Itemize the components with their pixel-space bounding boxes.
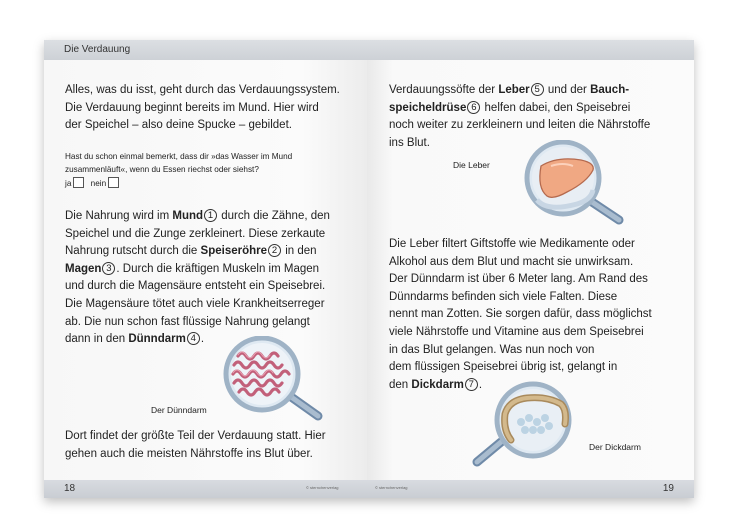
term-large-intestine: Dickdarm: [411, 378, 464, 391]
text-line: in das Blut gelangen. Was nun noch von: [389, 343, 595, 356]
text-line: dem flüssigen Speisebrei übrig ist, gelangt in: [389, 361, 618, 374]
number-badge: 7: [465, 378, 478, 391]
term-pancreas-cont: speicheldrüse: [389, 101, 467, 114]
left-page: [44, 40, 367, 498]
page-number: 19: [662, 483, 674, 494]
number-badge: 2: [268, 244, 281, 257]
number-badge: 3: [102, 262, 115, 275]
answer-no-label: nein: [90, 179, 107, 188]
closing-paragraph: [65, 428, 326, 463]
question-block: [65, 150, 292, 190]
footer-bar: [367, 480, 694, 498]
text-line: Speichel und die Zunge zerkleinert. Diese zerkaute: [65, 227, 326, 240]
text-line: dann in den Dünndarm 4 .: [65, 333, 205, 346]
liver-intestine-paragraph: [389, 236, 652, 394]
text-line: Nahrung rutscht durch die Speiseröhre 2 in den: [65, 245, 317, 258]
answer-yes-checkbox[interactable]: [73, 177, 84, 188]
number-badge: 6: [467, 101, 480, 114]
text-line: Alkohol aus dem Blut und macht sie unwirksam.: [389, 255, 634, 268]
term-mouth: Mund: [172, 210, 204, 222]
caption-liver: Die Leber: [453, 160, 490, 170]
caption-large-intestine: Der Dickdarm: [589, 442, 641, 452]
page-number: 18: [64, 483, 76, 494]
text-line: Magen 3 . Durch die kräftigen Muskeln im Magen: [65, 262, 320, 275]
answer-no-checkbox[interactable]: [108, 177, 119, 188]
text-line: ab. Die nun schon fast flüssige Nahrung gelangt: [65, 315, 310, 328]
number-badge: 1: [204, 209, 217, 222]
text-line: speicheldrüse 6 helfen dabei, den Speisebrei: [389, 101, 631, 114]
text-line: Der Dünndarm ist über 6 Meter lang. Am Rand des: [389, 273, 648, 286]
text-line: Alles, was du isst, geht durch das Verdauungssystem.: [65, 84, 340, 96]
intro-paragraph: [65, 82, 340, 135]
question-line: zusammenläuft«, wenn du Essen riechst oder siehst?: [65, 165, 259, 174]
term-stomach: Magen: [65, 262, 102, 275]
answer-yes-label: ja: [65, 179, 72, 188]
text-line: viele Nährstoffe und Vitamine aus dem Speisebrei: [389, 325, 644, 338]
right-page: [367, 40, 694, 498]
text-line: Die Nahrung wird im Mund 1 durch die Zähne, den: [65, 210, 330, 222]
text-line: den Dickdarm 7 .: [389, 378, 483, 391]
text-line: gehen auch die meisten Nährstoffe ins Blut über.: [65, 447, 313, 460]
caption-small-intestine: Der Dünndarm: [151, 405, 207, 415]
text-line: nennt man Zotten. Sie sorgen dafür, dass möglichst: [389, 308, 652, 321]
small-intestine-magnifier-illustration: [212, 336, 327, 426]
text-line: Verdauungssöfte der Leber 5 und der Bauch-: [389, 84, 630, 96]
term-liver: Leber: [498, 84, 530, 96]
text-line: Dort findet der größte Teil der Verdauung statt. Hier: [65, 430, 326, 442]
header-bar: [44, 40, 367, 60]
book-spread: [44, 40, 694, 498]
term-small-intestine: Dünndarm: [128, 333, 186, 346]
text-line: der Speichel – also deine Spucke – gebildet.: [65, 119, 292, 132]
text-line: ins Blut.: [389, 136, 430, 149]
text-line: Dünndarms befinden sich viele Falten. Diese: [389, 290, 618, 303]
text-line: Die Verdauung beginnt bereits im Mund. Hier wird: [65, 101, 319, 114]
digestion-paragraph: [65, 208, 330, 349]
number-badge: 5: [531, 83, 544, 96]
number-badge: 4: [187, 332, 200, 345]
large-intestine-magnifier-illustration: [471, 380, 583, 470]
liver-magnifier-illustration: [507, 140, 627, 228]
answer-row: [65, 177, 292, 190]
copyright-note: © sternchenverlag: [306, 485, 339, 490]
term-pancreas: Bauch-: [590, 84, 630, 96]
header-bar: [367, 40, 694, 60]
question-line: Hast du schon einmal bemerkt, dass dir »das Wasser im Mund: [65, 152, 293, 161]
footer-bar: [44, 480, 367, 498]
copyright-note: © sternchenverlag: [375, 485, 408, 490]
chapter-title: Die Verdauung: [64, 44, 131, 55]
text-line: und durch die Magensäure entsteht ein Speisebrei.: [65, 280, 326, 293]
text-line: Die Magensäure tötet auch viele Krankheitserreger: [65, 297, 325, 310]
text-line: Die Leber filtert Giftstoffe wie Medikamente oder: [389, 238, 635, 250]
term-esophagus: Speiseröhre: [200, 245, 268, 258]
text-line: noch weiter zu zerkleinern und leiten die Nährstoffe: [389, 119, 651, 132]
